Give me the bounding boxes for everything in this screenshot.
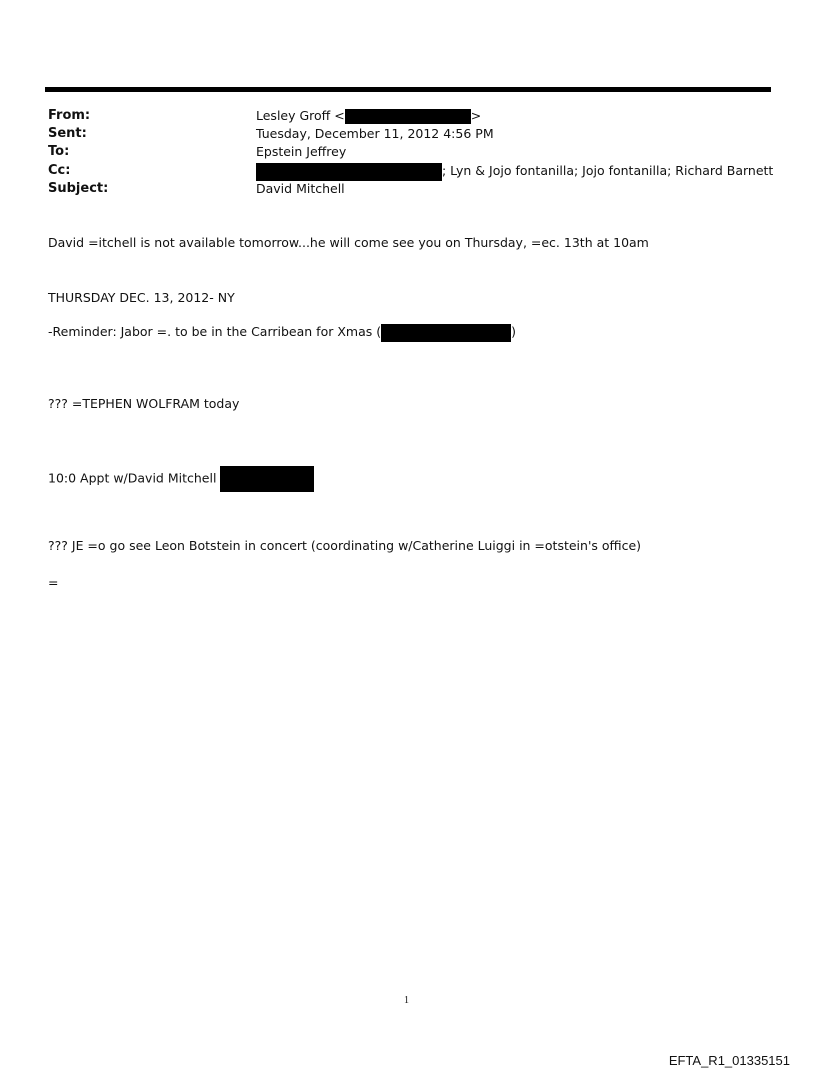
redaction-box: [381, 324, 511, 342]
body-line-trailing: =: [48, 575, 59, 590]
from-name: Lesley Groff <: [256, 108, 345, 123]
body-line-appointment: [48, 466, 314, 492]
page-number: 1: [404, 995, 409, 1006]
to-label: To:: [48, 144, 70, 159]
sent-value: Tuesday, December 11, 2012 4:56 PM: [256, 126, 494, 141]
from-value: [256, 107, 481, 125]
reminder-text: -Reminder: Jabor =. to be in the Carribean for Xmas (: [48, 324, 382, 339]
subject-value: David Mitchell: [256, 181, 345, 196]
reminder-close: ): [511, 324, 516, 339]
cc-value: [256, 162, 773, 181]
cc-label: Cc:: [48, 163, 71, 178]
subject-label: Subject:: [48, 181, 109, 196]
to-value: Epstein Jeffrey: [256, 144, 347, 159]
redaction-box: [345, 109, 471, 124]
body-line-reminder: [48, 323, 516, 342]
redaction-box: [220, 466, 314, 492]
appointment-text: 10:0 Appt w/David Mitchell: [48, 470, 217, 486]
body-line-availability: David =itchell is not available tomorrow...he will come see you on Thursday, =ec. 13th at 10am: [48, 235, 649, 250]
redaction-box: [256, 163, 442, 181]
cc-recipients: ; Lyn & Jojo fontanilla; Jojo fontanilla; Richard Barnett: [442, 163, 774, 178]
sent-label: Sent:: [48, 126, 87, 141]
from-label: From:: [48, 108, 91, 123]
body-line-date-heading: THURSDAY DEC. 13, 2012- NY: [48, 290, 235, 305]
body-line-concert: ??? JE =o go see Leon Botstein in concert (coordinating w/Catherine Luiggi in =otstein's office): [48, 538, 642, 553]
document-id: EFTA_R1_01335151: [668, 1053, 790, 1068]
top-rule-divider: [45, 87, 771, 92]
body-line-wolfram: ??? =TEPHEN WOLFRAM today: [48, 396, 240, 411]
from-close: >: [470, 108, 482, 123]
